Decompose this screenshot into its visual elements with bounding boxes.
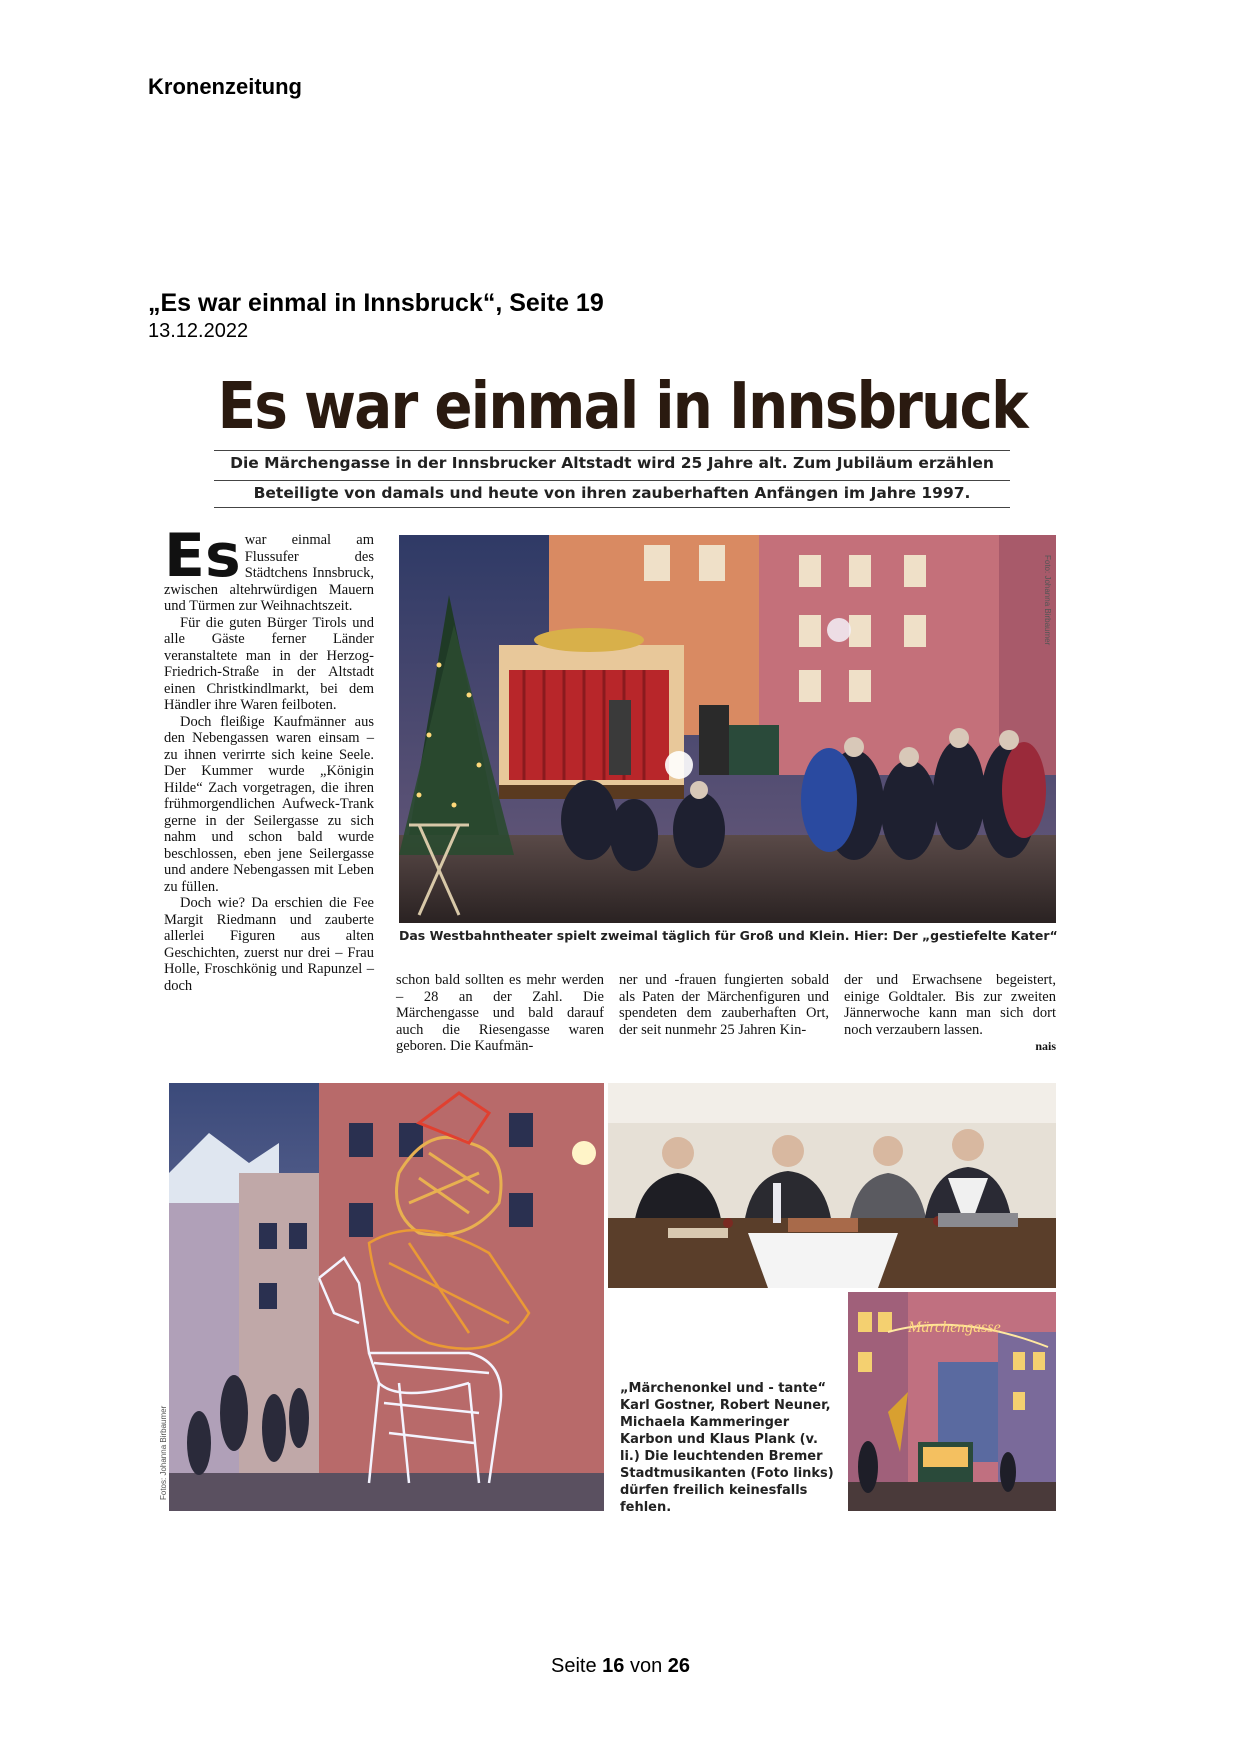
article-subline-2: Beteiligte von damals und heute von ihren zauberhaften Anfängen im Jahre 1997. — [214, 480, 1010, 508]
bremer-stadtmusikanten-photo — [169, 1083, 604, 1511]
people-table-illustration — [608, 1083, 1056, 1288]
photo-credit-top: Foto: Johanna Birbaumer — [1043, 555, 1052, 646]
bottom-photo-caption: „Märchenonkel und - tante“ Karl Gostner, Robert Neuner, Michaela Kammeringer Karbon und Klaus Plank (v. li.) Die leuchtenden Bremer Stadtmusikanten (Foto links) dürfen freilich keinesfalls fehlen. — [620, 1381, 834, 1515]
article-column-3 — [619, 972, 829, 1038]
maerchengasse-sign: Märchengasse — [908, 1319, 1001, 1336]
total-page-count: 26 — [667, 1655, 691, 1677]
col4-text: der und Erwachsene begeistert, einige Goldtaler. Bis zur zweiten Jännerwoche kann man sich dort noch verzaubern lassen. — [844, 972, 1056, 1038]
page-footer — [0, 1655, 1241, 1678]
document-date: 13.12.2022 — [148, 320, 249, 342]
drop-cap: Es — [164, 521, 241, 591]
col2-text: schon bald sollten es mehr werden – 28 an der Zahl. Die Märchengasse und bald darauf auch die Riesengasse waren geboren. Die Kaufmän- — [396, 972, 604, 1054]
col1-paragraph-2: Für die guten Bürger Tirols und alle Gäste ferner Länder veranstaltete man in der Herzog-Friedrich-Straße in der Altstadt einen Christkindlmarkt, bei dem Händler ihre Waren feilboten. — [164, 614, 374, 713]
article-column-4 — [844, 972, 1056, 1055]
footer-prefix: Seite — [550, 1655, 597, 1677]
theater-stage-photo — [399, 535, 1056, 923]
footer-middle: von — [629, 1655, 663, 1677]
maerchengasse-street-photo — [848, 1292, 1056, 1511]
newspaper-clipping — [159, 370, 1058, 1516]
col3-text: ner und -frauen fungierten sobald als Paten der Märchenfiguren und spendeten dem zauberhaften Ort, der seit nunmehr 25 Jahren Kin- — [619, 972, 829, 1038]
col1-paragraph-4: Doch wie? Da erschien die Fee Margit Riedmann und zauberte allerlei Figuren aus alten Geschichten, zuerst nur drei – Frau Holle, Froschkönig und Rapunzel – doch — [164, 895, 374, 994]
theater-stage-illustration — [399, 535, 1056, 923]
photo-credit-left: Fotos: Johanna Birbaumer — [159, 1405, 168, 1500]
theater-photo-caption: Das Westbahntheater spielt zweimal täglich für Groß und Klein. Hier: Der „gestiefelte Kater“ — [399, 928, 1058, 943]
article-headline: Es war einmal in Innsbruck — [217, 370, 1027, 444]
col1-intro-text: war einmal am Flussufer des Städtchens Innsbruck, zwischen altehrwürdigen Mauern und Türmen zur Weihnachtszeit. — [164, 532, 374, 614]
article-column-2 — [396, 972, 604, 1055]
article-column-1 — [164, 521, 374, 994]
col1-paragraph-3: Doch fleißige Kaufmänner aus den Nebengassen waren einsam – zu ihnen verirrte sich keine Seele. Der Kummer wurde „Königin Hilde“ Zach vorgetragen, die ihren frühmorgendlichen Aufweck-Trank gerne in der Seilergasse zu sich nahm und schon bald wurde beschlossen, eben jene Seilergasse und andere Nebengassen mit Leben zu füllen. — [164, 713, 374, 895]
light-figures-illustration — [169, 1083, 604, 1511]
author-initials: nais — [1035, 1039, 1056, 1053]
article-subline-1: Die Märchengasse in der Innsbrucker Altstadt wird 25 Jahre alt. Zum Jubiläum erzählen — [214, 450, 1010, 472]
publication-name: Kronenzeitung — [148, 74, 302, 99]
team-table-photo — [608, 1083, 1056, 1288]
document-title: „Es war einmal in Innsbruck“, Seite 19 — [148, 289, 604, 317]
current-page-number: 16 — [602, 1655, 625, 1677]
street-illustration — [848, 1292, 1056, 1511]
